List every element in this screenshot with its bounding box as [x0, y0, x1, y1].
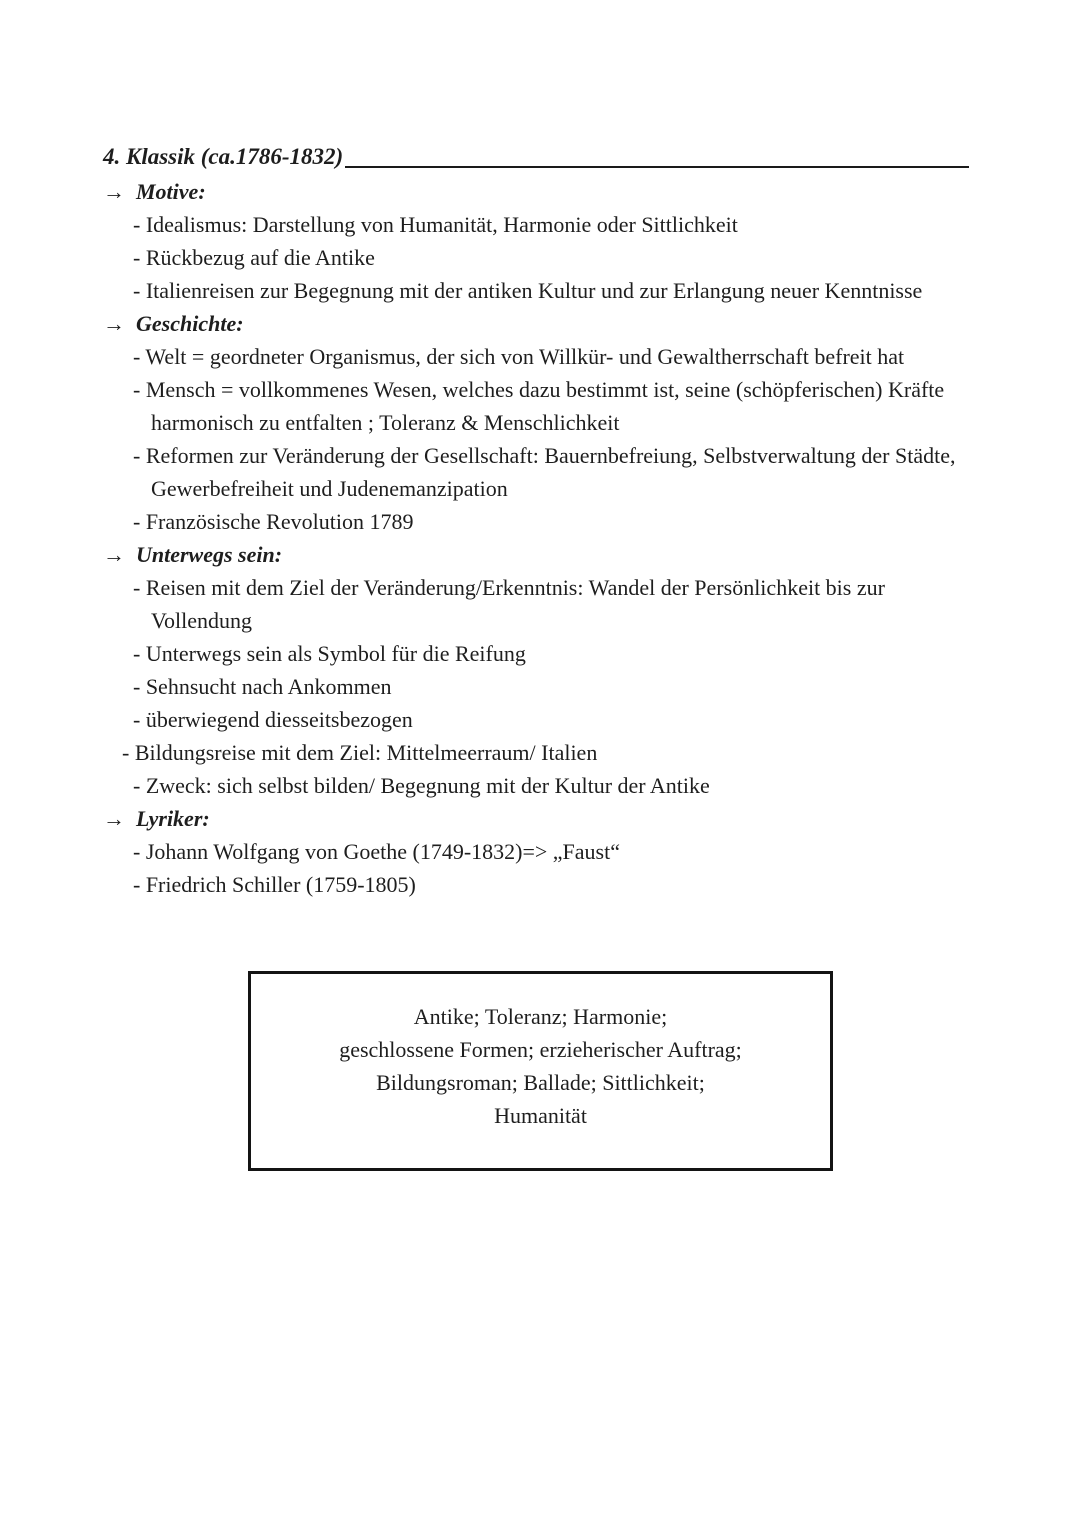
- list-item: - Sehnsucht nach Ankommen: [133, 674, 392, 699]
- list-item: - Reformen zur Veränderung der Gesellschaft: Bauernbefreiung, Selbstverwaltung der Städte, Gewerbefreiheit und Judenemanzipation: [133, 443, 956, 501]
- list-item: - Johann Wolfgang von Goethe (1749-1832)=> „Faust“: [133, 839, 620, 864]
- list-item: - Bildungsreise mit dem Ziel: Mittelmeerraum/ Italien: [122, 740, 598, 765]
- arrow-icon: →: [103, 542, 125, 567]
- section-heading: Geschichte:: [136, 311, 244, 336]
- arrow-icon: →: [103, 311, 125, 336]
- box-line: Humanität: [494, 1103, 587, 1128]
- section-geschichte: [103, 307, 969, 538]
- keyword-box: [248, 971, 833, 1171]
- section-heading-row: [103, 538, 969, 571]
- title-row: [103, 140, 969, 173]
- section-heading: Unterwegs sein:: [136, 542, 283, 567]
- title-underline: [345, 166, 969, 168]
- page-title: 4. Klassik (ca.1786-1832): [103, 144, 344, 169]
- list-item: - Unterwegs sein als Symbol für die Reifung: [133, 641, 526, 666]
- section-heading-row: [103, 307, 969, 340]
- section-heading-row: [103, 802, 969, 835]
- arrow-icon: →: [103, 179, 125, 204]
- section-lyriker: [103, 802, 969, 901]
- list-item: - Welt = geordneter Organismus, der sich von Willkür- und Gewaltherrschaft befreit hat: [133, 344, 905, 369]
- section-motive: [103, 175, 969, 307]
- list-item: - Mensch = vollkommenes Wesen, welches dazu bestimmt ist, seine (schöpferischen) Kräfte harmonisch zu entfalten ; Toleranz & Menschlichkeit: [133, 377, 945, 435]
- section-heading: Lyriker:: [136, 806, 210, 831]
- document-page: [103, 140, 969, 1171]
- list-item: - Zweck: sich selbst bilden/ Begegnung mit der Kultur der Antike: [133, 773, 710, 798]
- list-item: - Reisen mit dem Ziel der Veränderung/Erkenntnis: Wandel der Persönlichkeit bis zur Vollendung: [133, 575, 885, 633]
- box-line: Bildungsroman; Ballade; Sittlichkeit;: [376, 1070, 705, 1095]
- box-line: geschlossene Formen; erzieherischer Auftrag;: [339, 1037, 742, 1062]
- list-item: - Rückbezug auf die Antike: [133, 245, 375, 270]
- section-unterwegs-sein: [103, 538, 969, 802]
- arrow-icon: →: [103, 806, 125, 831]
- list-item: - Italienreisen zur Begegnung mit der antiken Kultur und zur Erlangung neuer Kenntnisse: [133, 278, 923, 303]
- list-item: - überwiegend diesseitsbezogen: [133, 707, 413, 732]
- list-item: - Französische Revolution 1789: [133, 509, 414, 534]
- list-item: - Friedrich Schiller (1759-1805): [133, 872, 416, 897]
- section-heading-row: [103, 175, 969, 208]
- list-item: - Idealismus: Darstellung von Humanität, Harmonie oder Sittlichkeit: [133, 212, 738, 237]
- section-heading: Motive:: [136, 179, 206, 204]
- box-line: Antike; Toleranz; Harmonie;: [413, 1004, 668, 1029]
